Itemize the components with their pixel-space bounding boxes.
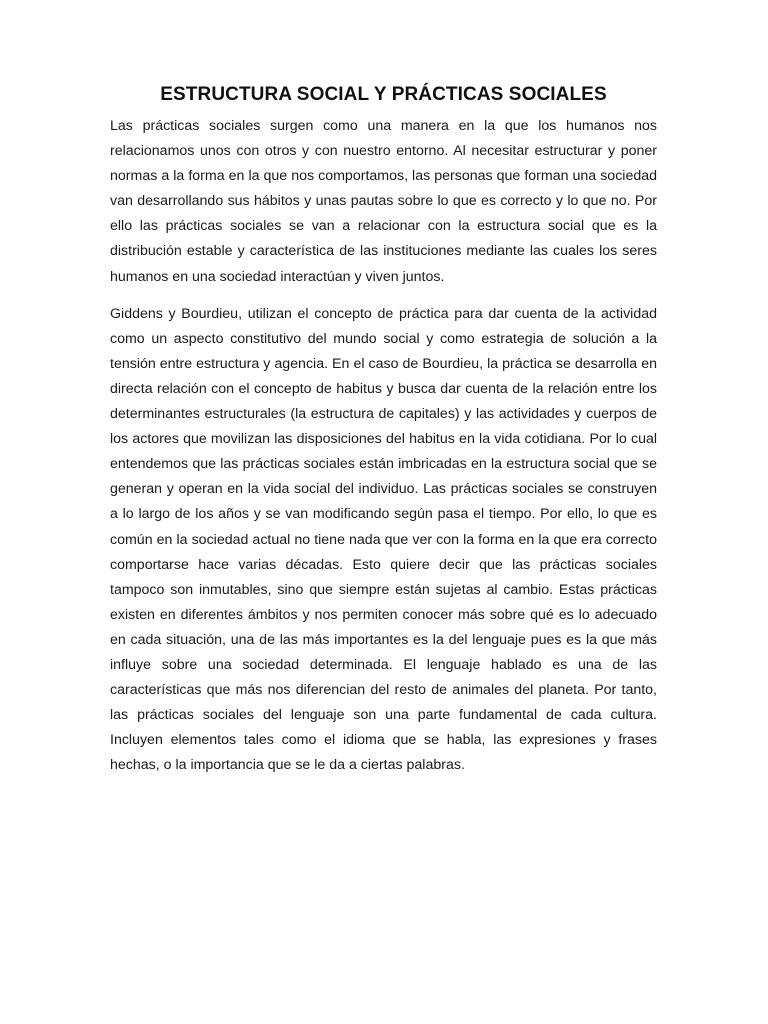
paragraph-intro: Las prácticas sociales surgen como una manera en la que los humanos nos relacionamos unos con otros y con nuestro entorno. Al necesitar estructurar y poner normas a la forma en la que nos comportamos, las personas que forman una sociedad van desarrollando sus hábitos y unas pautas sobre lo que es correcto y lo que no. Por ello las prácticas sociales se van a relacionar con la estructura social que es la distribución estable y característica de las instituciones mediante las cuales los seres humanos en una sociedad interactúan y viven juntos. — [110, 118, 657, 285]
paragraph-giddens-bourdieu: Giddens y Bourdieu, utilizan el concepto de práctica para dar cuenta de la actividad como un aspecto constitutivo del mundo social y como estrategia de solución a la tensión entre estructura y agencia. En el caso de Bourdieu, la práctica se desarrolla en directa relación con el concepto de habitus y busca dar cuenta de la relación entre los determinantes estructurales (la estructura de capitales) y las actividades y cuerpos de los actores que movilizan las disposiciones del habitus en la vida cotidiana. Por lo cual entendemos que las prácticas sociales están imbricadas en la estructura social que se generan y operan en la vida social del individuo. Las prácticas sociales se construyen a lo largo de los años y se van modificando según pasa el tiempo. Por ello, lo que es común en la sociedad actual no tiene nada que ver con la forma en la que era correcto comportarse hace varias décadas. Esto quiere decir que las prácticas sociales tampoco son inmutables, sino que siempre están sujetas al cambio. Estas prácticas existen en diferentes ámbitos y nos permiten conocer más sobre qué es lo adecuado en cada situación, una de las más importantes es la del lenguaje pues es la que más influye sobre una sociedad determinada. El lenguaje hablado es una de las características que más nos diferencian del resto de animales del planeta. Por tanto, las prácticas sociales del lenguaje son una parte fundamental de cada cultura. Incluyen elementos tales como el idioma que se habla, las expresiones y frases hechas, o la importancia que se le da a ciertas palabras. — [110, 305, 657, 774]
document-title: ESTRUCTURA SOCIAL Y PRÁCTICAS SOCIALES — [160, 84, 607, 105]
document-page — [110, 84, 657, 790]
